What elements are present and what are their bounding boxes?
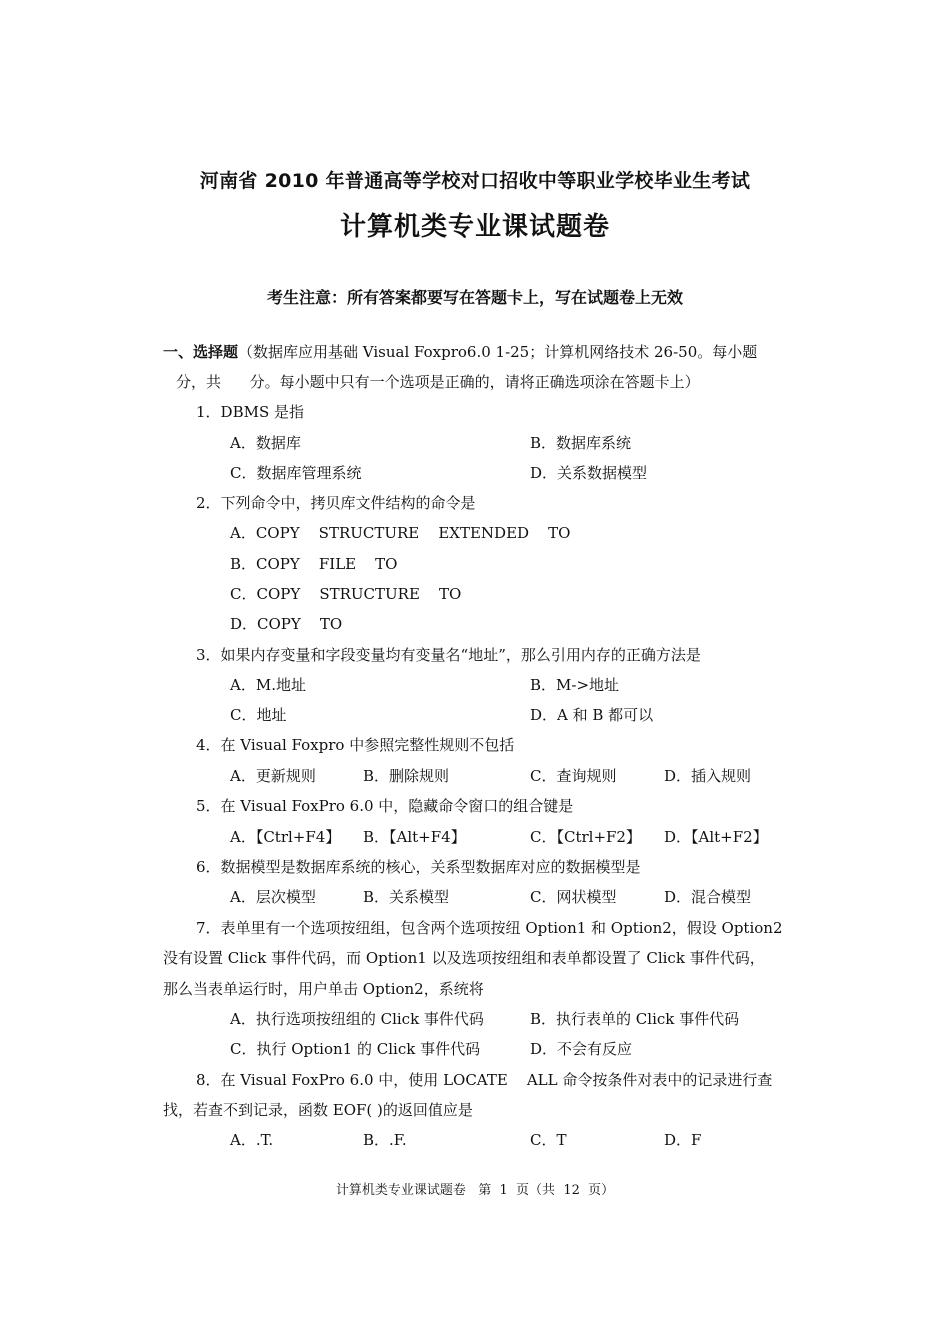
option-d: D．混合模型 xyxy=(664,888,752,906)
option-a: A．数据库 xyxy=(230,434,301,452)
question-stem-cont: 没有设置 Click 事件代码，而 Option1 以及选项按纽组和表单都设置了 Click 事件代码， xyxy=(163,949,765,967)
option-c: C．COPY STRUCTURE TO xyxy=(230,585,462,603)
option-b: B．删除规则 xyxy=(363,767,450,785)
question-stem-cont: 那么当表单运行时，用户单击 Option2，系统将 xyxy=(163,980,484,998)
question-stem: 6．数据模型是数据库系统的核心，关系型数据库对应的数据模型是 xyxy=(196,858,641,876)
option-d: D．插入规则 xyxy=(664,767,752,785)
option-c: C．数据库管理系统 xyxy=(230,464,362,482)
question-stem: 2．下列命令中，拷贝库文件结构的命令是 xyxy=(196,494,476,512)
option-c: C．【Ctrl+F2】 xyxy=(530,828,641,846)
option-d: D．A 和 B 都可以 xyxy=(530,706,654,724)
question-stem: 5．在 Visual FoxPro 6.0 中，隐藏命令窗口的组合键是 xyxy=(196,797,574,815)
option-a: A．.T. xyxy=(230,1131,274,1149)
section-head: 一、选择题 xyxy=(163,343,239,361)
option-b: B．COPY FILE TO xyxy=(230,555,398,573)
question-stem: 7．表单里有一个选项按纽组，包含两个选项按纽 Option1 和 Option2，假设 Option2 xyxy=(196,919,783,937)
question-stem: 8．在 Visual FoxPro 6.0 中，使用 LOCATE ALL 命令按条件对表中的记录进行查 xyxy=(196,1071,773,1089)
option-c: C．地址 xyxy=(230,706,287,724)
section-desc-1: （数据库应用基础 Visual Foxpro6.0 1-25；计算机网络技术 26-50。每小题 xyxy=(238,343,758,361)
option-c: C．网状模型 xyxy=(530,888,617,906)
option-d: D．COPY TO xyxy=(230,615,343,633)
option-a: A．M.地址 xyxy=(230,676,306,694)
option-b: B．.F. xyxy=(363,1131,407,1149)
option-b: B．【Alt+F4】 xyxy=(363,828,466,846)
page-footer: 计算机类专业课试题卷 第 1 页（共 12 页） xyxy=(335,1183,615,1198)
option-b: B．执行表单的 Click 事件代码 xyxy=(530,1010,740,1028)
option-a: A．更新规则 xyxy=(230,767,316,785)
exam-title: 河南省 2010 年普通高等学校对口招收中等职业学校毕业生考试 xyxy=(199,170,751,192)
question-stem-cont: 找，若查不到记录，函数 EOF( )的返回值应是 xyxy=(163,1101,473,1119)
option-b: B．M->地址 xyxy=(530,676,620,694)
question-stem: 1．DBMS 是指 xyxy=(196,403,304,421)
option-a: A．执行选项按纽组的 Click 事件代码 xyxy=(230,1010,484,1028)
section-desc-2: 分，共 分。每小题中只有一个选项是正确的，请将正确选项涂在答题卡上） xyxy=(176,373,700,391)
option-c: C．执行 Option1 的 Click 事件代码 xyxy=(230,1040,481,1058)
option-b: B．数据库系统 xyxy=(530,434,632,452)
question-stem: 3．如果内存变量和字段变量均有变量名“地址”，那么引用内存的正确方法是 xyxy=(196,646,701,664)
section-line-1 xyxy=(163,342,757,362)
exam-notice: 考生注意：所有答案都要写在答题卡上，写在试题卷上无效 xyxy=(266,288,683,307)
option-d: D．F xyxy=(664,1131,702,1149)
option-c: C．查询规则 xyxy=(530,767,617,785)
exam-subtitle: 计算机类专业课试题卷 xyxy=(339,212,610,242)
question-stem: 4．在 Visual Foxpro 中参照完整性规则不包括 xyxy=(196,736,515,754)
option-a: A．COPY STRUCTURE EXTENDED TO xyxy=(230,524,571,542)
option-d: D．不会有反应 xyxy=(530,1040,633,1058)
option-d: D．关系数据模型 xyxy=(530,464,648,482)
option-c: C．T xyxy=(530,1131,567,1149)
option-b: B．关系模型 xyxy=(363,888,450,906)
option-d: D．【Alt+F2】 xyxy=(664,828,768,846)
option-a: A．层次模型 xyxy=(230,888,316,906)
option-a: A．【Ctrl+F4】 xyxy=(230,828,341,846)
